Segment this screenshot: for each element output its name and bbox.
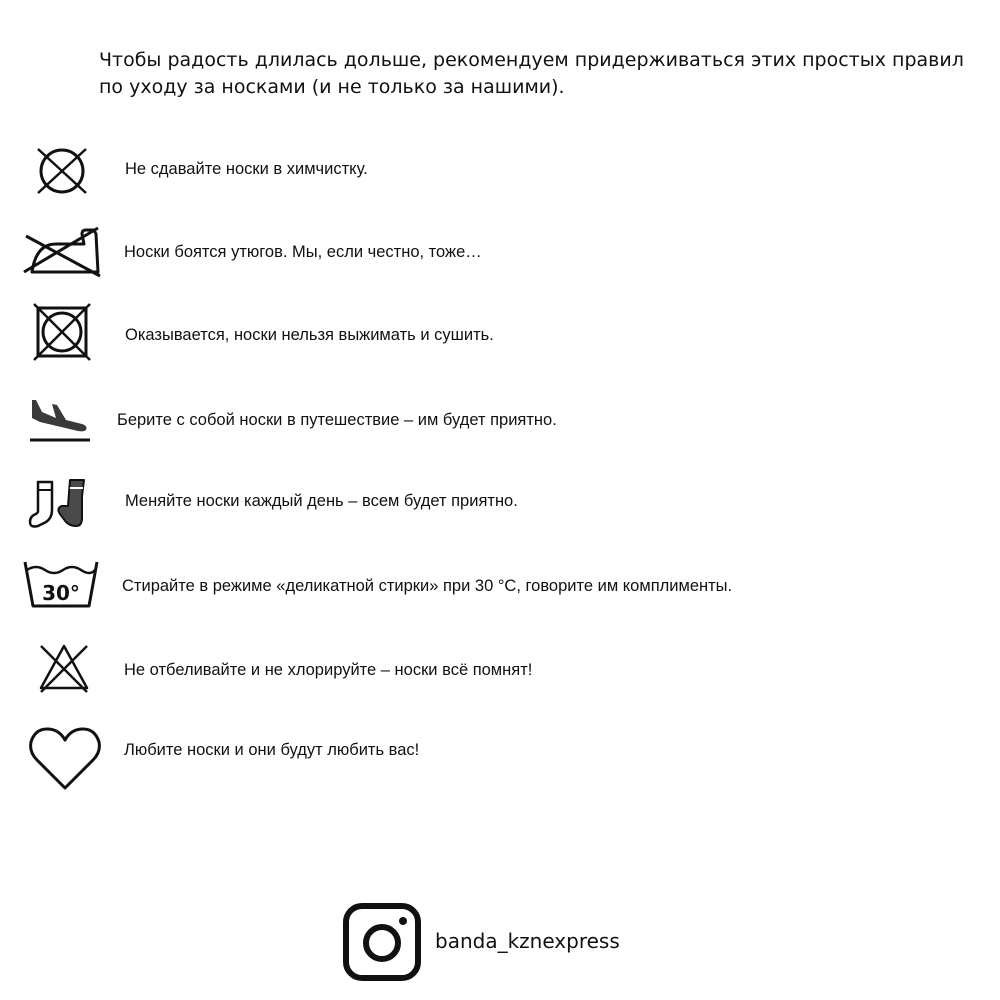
care-rule-text: Любите носки и они будут любить вас! <box>124 741 420 759</box>
wash-temperature-label: 30° <box>42 581 80 605</box>
care-rule <box>0 386 1000 466</box>
heart-icon <box>29 726 101 792</box>
care-rule-text: Не отбеливайте и не хлорируйте – носки всё помнят! <box>124 661 533 679</box>
care-rule-text: Носки боятся утюгов. Мы, если честно, тоже… <box>124 243 482 261</box>
socks-icon <box>26 478 90 530</box>
intro-line-2: по уходу за носками (и не только за нашими). <box>99 76 565 98</box>
no-dry-clean-icon <box>35 147 89 195</box>
care-rule <box>0 298 1000 378</box>
instagram-handle[interactable]: banda_kznexpress <box>435 929 620 953</box>
airplane-landing-icon <box>28 398 92 446</box>
care-rule <box>0 130 1000 210</box>
care-rule <box>0 212 1000 292</box>
no-bleach-icon <box>37 642 91 694</box>
care-rule-text: Берите с собой носки в путешествие – им будет приятно. <box>117 411 557 429</box>
care-rule-text: Стирайте в режиме «деликатной стирки» при 30 °C, говорите им комплименты. <box>122 577 733 595</box>
wash-30-icon <box>23 560 99 610</box>
care-rule-text: Не сдавайте носки в химчистку. <box>125 160 368 178</box>
instagram-icon <box>343 903 421 981</box>
care-rule-text: Меняйте носки каждый день – всем будет приятно. <box>125 492 518 510</box>
intro-line-1: Чтобы радость длилась дольше, рекомендуем придерживаться этих простых правил <box>99 49 964 71</box>
care-rule <box>0 716 1000 796</box>
intro-text <box>99 47 964 101</box>
care-rule <box>0 634 1000 714</box>
care-rule <box>0 552 1000 632</box>
no-iron-icon <box>22 222 102 278</box>
no-tumble-dry-icon <box>33 303 91 361</box>
care-rule-text: Оказывается, носки нельзя выжимать и сушить. <box>125 326 494 344</box>
care-rule <box>0 468 1000 548</box>
